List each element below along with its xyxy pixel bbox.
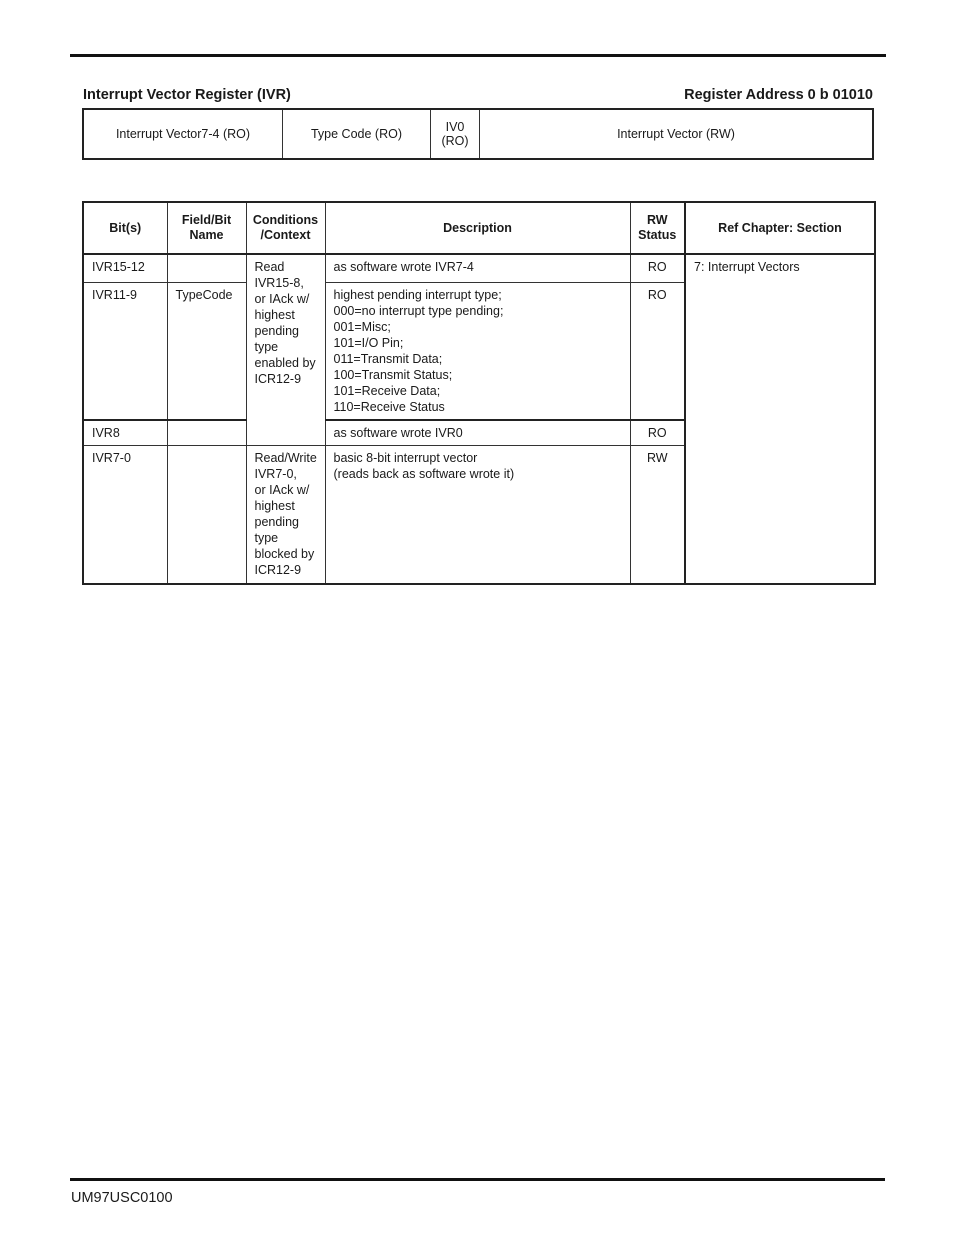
cell-description xyxy=(325,445,630,584)
cell-field xyxy=(167,254,246,282)
cell-rw: RO xyxy=(630,420,685,445)
table-header-row xyxy=(83,202,875,254)
header-rw-status xyxy=(630,202,685,254)
cell-rw: RW xyxy=(630,445,685,584)
cond-line: pending xyxy=(254,514,299,529)
desc-line: 000=no interrupt type pending; xyxy=(333,303,504,318)
header-bits: Bit(s) xyxy=(83,202,167,254)
header-conditions-line2: /Context xyxy=(260,228,311,242)
cell-ref-chapter: 7: Interrupt Vectors xyxy=(685,254,875,584)
cond-line: ICR12-9 xyxy=(254,372,302,386)
desc-line: 001=Misc; xyxy=(333,319,391,334)
cell-field xyxy=(167,445,246,584)
register-title: Interrupt Vector Register (IVR) xyxy=(83,87,291,103)
desc-line: highest pending interrupt type; xyxy=(333,287,502,302)
header-field xyxy=(167,202,246,254)
desc-line: 100=Transmit Status; xyxy=(333,367,453,382)
table-row xyxy=(83,254,875,282)
cell-bits: IVR11-9 xyxy=(83,282,167,420)
register-address: Register Address 0 b 01010 xyxy=(684,87,873,103)
cond-line: highest xyxy=(254,498,295,513)
cond-line: IVR15-8, xyxy=(254,276,304,290)
conditions-write-lines xyxy=(255,450,317,578)
field-iv0-name: IV0 xyxy=(445,120,465,134)
cell-bits: IVR15-12 xyxy=(83,254,167,282)
cell-rw: RO xyxy=(630,254,685,282)
desc-line: 011=Transmit Data; xyxy=(333,351,443,366)
cell-description xyxy=(325,254,630,282)
register-bit-layout xyxy=(82,108,874,160)
cond-line: IVR7-0, xyxy=(254,466,297,481)
header-conditions xyxy=(246,202,325,254)
cond-line: or IAck w/ xyxy=(254,292,310,306)
cond-line: type xyxy=(254,530,279,545)
cond-line: Read xyxy=(254,260,285,274)
header-rw-line1: RW xyxy=(646,213,668,227)
header-description: Description xyxy=(325,202,630,254)
register-description-table xyxy=(82,201,876,585)
cond-line: blocked by xyxy=(254,546,315,561)
cell-description xyxy=(325,420,630,445)
header-field-line1: Field/Bit xyxy=(181,213,232,227)
bottom-rule xyxy=(70,1178,885,1181)
cell-bits: IVR7-0 xyxy=(83,445,167,584)
field-type-code: Type Code (RO) xyxy=(283,110,431,158)
cond-line: or IAck w/ xyxy=(254,482,310,497)
header-conditions-line1: Conditions xyxy=(252,213,319,227)
cell-conditions-write xyxy=(246,445,325,584)
cond-line: type xyxy=(254,340,279,354)
cond-line: pending xyxy=(254,324,299,338)
desc-line: 110=Receive Status xyxy=(333,399,445,414)
desc-line: basic 8-bit interrupt vector xyxy=(333,450,478,465)
top-rule xyxy=(70,54,886,57)
field-iv0 xyxy=(431,110,480,158)
cond-line: Read/Write xyxy=(254,450,317,465)
desc-line: (reads back as software wrote it) xyxy=(333,466,515,481)
conditions-read-lines xyxy=(255,259,317,387)
desc-line: as software wrote IVR7-4 xyxy=(333,260,474,274)
cond-line: ICR12-9 xyxy=(254,562,302,577)
cell-bits: IVR8 xyxy=(83,420,167,445)
cell-rw: RO xyxy=(630,282,685,420)
cell-description xyxy=(325,282,630,420)
desc-line: 101=Receive Data; xyxy=(333,383,441,398)
cell-conditions-read xyxy=(246,254,325,445)
cell-field xyxy=(167,420,246,445)
document-code: UM97USC0100 xyxy=(71,1190,173,1206)
field-interrupt-vector-7-4: Interrupt Vector7-4 (RO) xyxy=(84,110,283,158)
desc-line: as software wrote IVR0 xyxy=(333,425,463,440)
header-ref: Ref Chapter: Section xyxy=(685,202,875,254)
cond-line: enabled by xyxy=(254,356,316,370)
desc-line: 101=I/O Pin; xyxy=(333,335,404,350)
field-iv0-access: (RO) xyxy=(441,134,469,148)
field-interrupt-vector-rw: Interrupt Vector (RW) xyxy=(617,127,735,141)
cond-line: highest xyxy=(254,308,295,322)
cell-field: TypeCode xyxy=(167,282,246,420)
header-rw-line2: Status xyxy=(638,228,677,242)
header-field-line2: Name xyxy=(189,228,224,242)
